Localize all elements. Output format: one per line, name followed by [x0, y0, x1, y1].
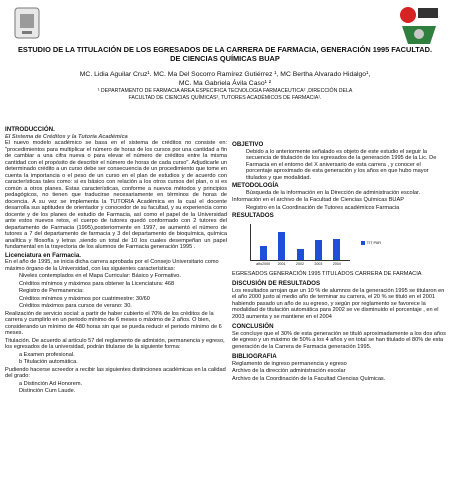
lic-item: Niveles contemplados en el Mapa Curricular: Básico y Formativo.	[19, 273, 181, 279]
authors-line: MC. Lidia Aguilar Cruz¹. MC. Ma Del Socorro Ramírez Gutiérrez ¹, MC Bertha Alvarado Hidalgo¹,	[79, 71, 371, 78]
metodologia-item: Información en el archivo de la Facultad de Ciencias Químicas BUAP	[232, 197, 404, 203]
affiliation-line: FACULTAD DE CIENCIAS QUÍMICAS², TUTORES ACADÉMICOS DE FARMACIA¹.	[128, 95, 322, 101]
title-line: DE CIENCIAS QUÍMICAS BUAP	[170, 54, 280, 63]
chart-caption: EGRESADOS GENERACIÓN 1995 TITULADOS CARRERA DE FARMACIA	[232, 270, 422, 277]
chart-bar	[260, 246, 267, 260]
chart-y-axis	[250, 224, 251, 260]
conclusion-text: Se concluye que el 30% de esta generación se tituló aproximadamente a los dos años de egreso y un máximo de 50% a los 4 años y en total se han titulado el 80% de esta generación de la Carrera de Farmacia generación 1995.	[232, 330, 446, 350]
metodologia-heading: METODOLOGÍA	[232, 182, 279, 189]
authors	[10, 70, 440, 88]
chart-category-label: 2004	[332, 262, 341, 266]
lic-item: a Examen profesional.	[19, 351, 75, 358]
affiliations	[10, 88, 440, 102]
poster-title	[0, 45, 450, 63]
resultados-heading: RESULTADOS	[232, 212, 274, 219]
chart-category-label: 2003	[314, 262, 323, 266]
chart-bar	[297, 249, 304, 260]
bibliografia-item: Reglamento de ingreso permanencia y egreso	[232, 360, 347, 367]
intro-subheading: El Sistema de Créditos y la Tutoría Académica	[5, 133, 128, 140]
results-bar-chart	[242, 222, 381, 268]
chart-category-label: 2002	[296, 262, 304, 266]
bibliografia-heading: BIBLIOGRAFIA	[232, 353, 277, 360]
bibliografia-item: Archivo de la dirección administración escolar	[232, 368, 346, 374]
chart-bar	[333, 239, 340, 259]
legend-swatch	[361, 241, 365, 245]
title-line: ESTUDIO DE LA TITULACIÓN DE LOS EGRESADOS DE LA CARRERA DE FARMACIA, GENERACIÓN 1995 FACULTAD.	[17, 45, 433, 54]
university-logo	[12, 6, 42, 44]
lic-item: Créditos mínimos y máximos para obtener la Licenciatura: 468	[19, 280, 175, 287]
lic-item: Créditos máximos para cursos de verano: 30.	[19, 303, 132, 309]
chart-category-label: 2001	[277, 262, 286, 266]
lic-item: Créditos mínimos y máximos por cuatrimestre: 30/60	[19, 295, 150, 302]
discusion-heading: DISCUSIÓN DE RESULTADOS	[232, 280, 321, 287]
chart-legend	[361, 240, 381, 247]
right-column	[232, 140, 446, 383]
intro-text: El nuevo modelo académico se basa en el sistema de créditos no consiste en: "procedimientos para multiplicar el número de horas de los cursos por una cantidad a fin de cambiar a una cifra nueva o para elevar el número de créditos entre la misma cantidad con el propósito de describir el número de horas de cada curso". Adjudicarle un determinado crédito a un curso debe ser consecuencia de un procedimiento que tome en cuenta la importancia o el peso de un curso en el plan de estudios y de acuerdo con características tales como: si es básico con relación a los otros cursos del plan, o si es común a otros planes. Estas características, conforme a nuevos métodos y principios pedagógicos, no tienen que traducirse necesariamente en términos de horas de docencia. A su vez se implementa la TUTORIA Académica en la cual el docente desarrolla sus aptitudes de orientador y conocedor de su facultad, y su experiencia como docente y de los planes de estudio de Farmacia, así como el papel de la Universidad ante estos nuevos retos, el cuerpo de tutores quedó conformado con 2 tutores del departamento de Farmacia (1995),posteriormente en 1997, se aumentó el número de tutores a 7 del departamento de farmacia y 3 del departamento de bioquímica, química analítica y filosofía y letras ,siendo un total de 10 los cuales desempeñan un papel fundamental en la trayectoria de los alumnos de Farmacia generación 1995 .	[5, 140, 227, 250]
chart-bar	[315, 240, 322, 259]
lic-item: a Distinción Ad Honorem.	[19, 380, 83, 387]
objetivo-text: Debido a lo anteriormente señalado es objeto de este estudio el seguir la secuencia de titulación de los egresados de la generación 1995 de la Lic. De Farmacia en el entorno del X aniversario de esta carrera , y conocer el porcentaje aproximado de esta generación y los años en que hubo mayor titulados y que modalidad.	[246, 148, 437, 181]
lic-heading: Licenciatura en Farmacia.	[5, 251, 82, 259]
lic-item: Pudiendo hacerse acreedor a recibir las siguientes distinciones académicas en la calidad del grado:	[5, 366, 226, 379]
lic-item: b Titulación automática.	[19, 359, 78, 365]
chart-category-label: año2000	[256, 262, 271, 266]
affiliation-line: ¹ DEPARTAMENTO DE FARMACIA AREA ESPECIFICA TECNOLOGIA FARMACEUTICA² ,DIRECCIÓN DELA	[97, 88, 353, 94]
discusion-text: Los resultados arrojan que un 10 % de alumnos de la generación 1995 se titularon en el año 2000 justo al medio año de terminar su carrera, el 20 % se tituló en el 2001 habiendo pasado un año de su egreso, y según por reglamento se favorece la modalidad de titulación automática para 2002 se ve disminuido el porcentaje , en el 2003 aumenta y se mantiene en el 2004	[232, 287, 445, 320]
faculty-logo	[396, 4, 442, 46]
lic-item: Realización de servicio social: a partir de haber cubierto el 70% de los créditos de la carrera y cumplirlo en un periodo mínimo de 6 meses o máximo de 2 años. O bien, considerando un mínimo de 480 horas sin que se pueda reducir el periodo mínimo de 6 meses.	[5, 310, 222, 336]
lic-item: Registro de Permanencia:	[19, 288, 84, 294]
legend-label: TIT PAR	[366, 240, 381, 245]
metodologia-item: Registro en la Coordinación de Tutores académicos Farmacia	[246, 204, 400, 211]
left-column	[5, 125, 227, 396]
authors-line: MC. Ma Gabriela Ávila Caso¹ ²	[178, 80, 272, 87]
chart-bar	[278, 232, 285, 259]
lic-item: Distinción Cum Laude.	[19, 388, 76, 394]
lic-item: Titulación. De acuerdo al artículo 57 del reglamento de admisión, permanencia y egreso, los egresados de la universidad, podrán titularse de la siguiente forma:	[5, 337, 225, 350]
conclusion-heading: CONCLUSIÓN	[232, 323, 274, 330]
objetivo-heading: OBJETIVO	[232, 141, 264, 148]
intro-heading: INTRODUCCIÓN.	[5, 126, 55, 133]
metodologia-item: Búsqueda de la información en la Dirección de administración escolar.	[246, 189, 421, 196]
lic-item: En el año de 1995, se inicia dicha carrera aprobada por el Consejo Universitario como máximo órgano de la Universidad, con las siguientes características:	[5, 259, 219, 272]
bibliografia-item: Archivo de la Coordinación de la Facultad Ciencias Químicas.	[232, 375, 386, 382]
